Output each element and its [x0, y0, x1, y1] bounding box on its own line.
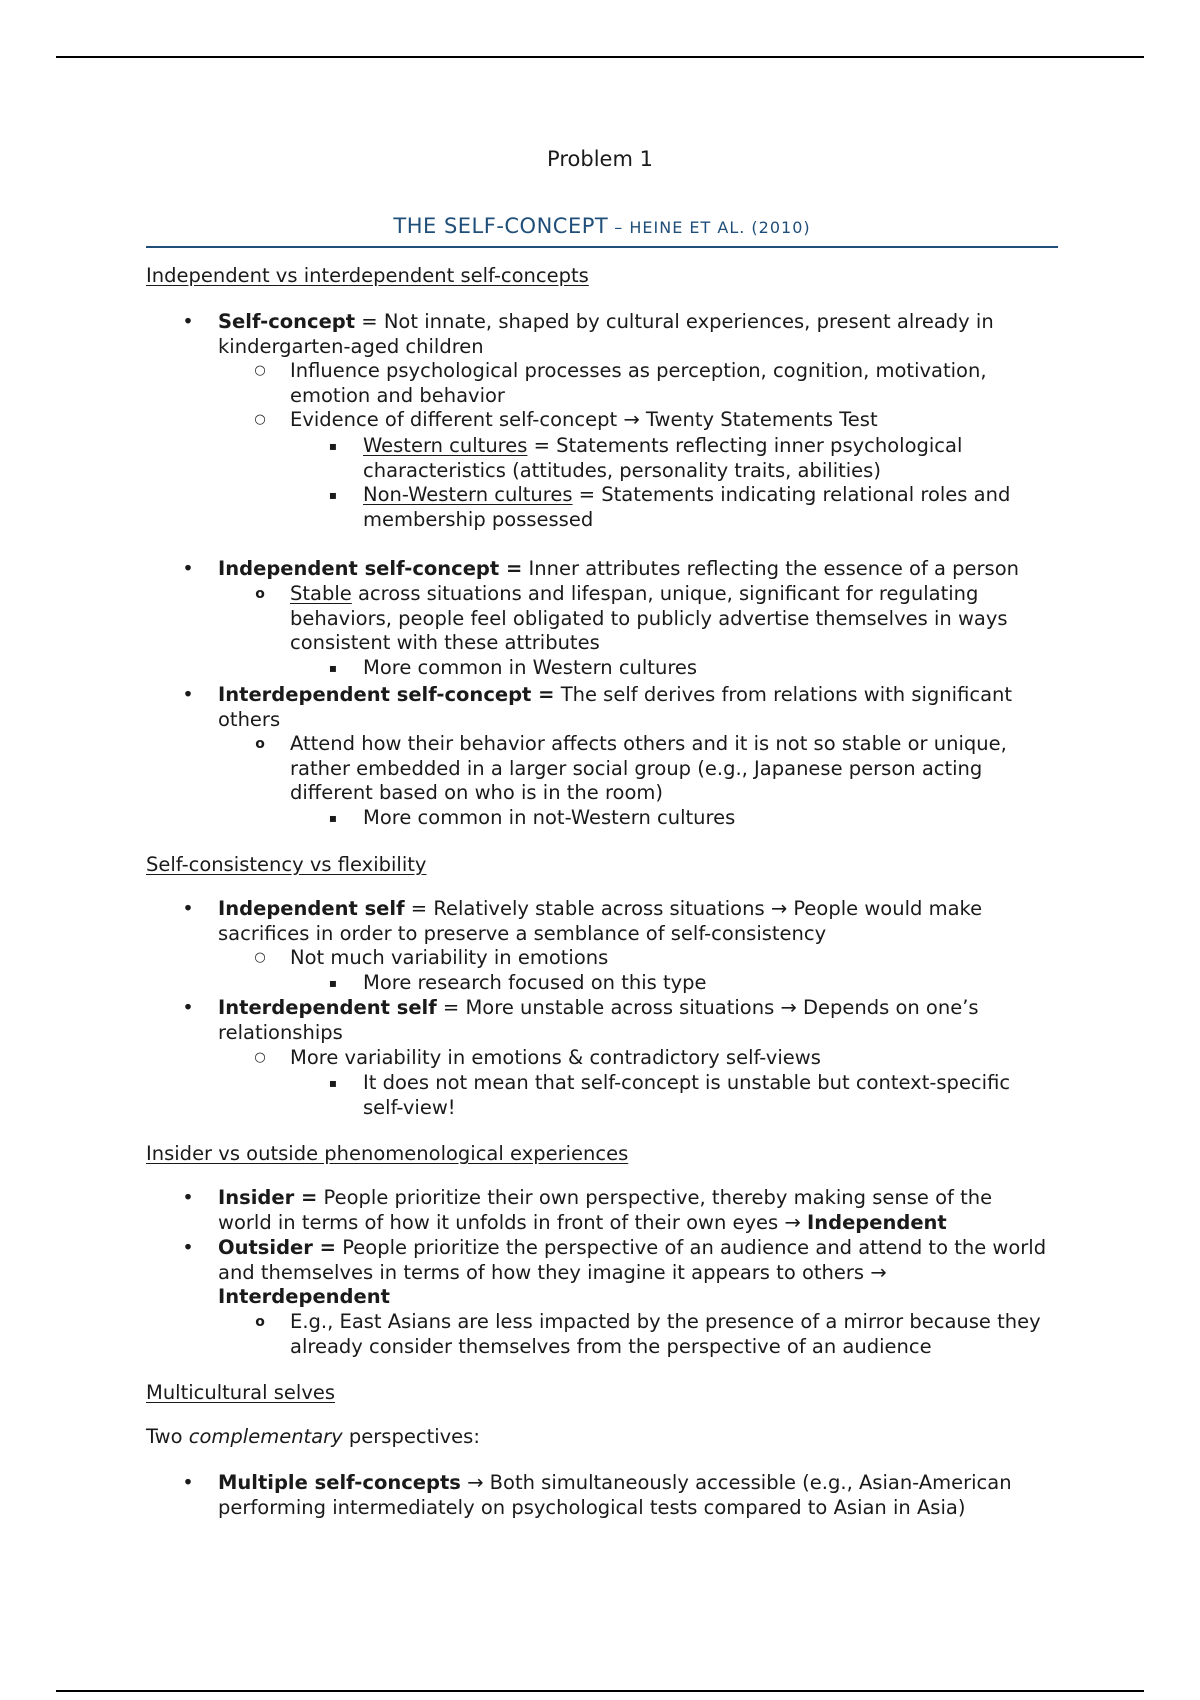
bullet-icon: •: [182, 1236, 194, 1259]
term: Insider =: [218, 1186, 318, 1209]
bullet-icon: •: [182, 1186, 194, 1209]
text: More variability in emotions & contradictory self-views: [290, 1046, 821, 1069]
definition: People prioritize the perspective of an audience and attend to the world and themselves in terms of how they imagine it appears to others: [218, 1236, 1047, 1284]
term: Outsider =: [218, 1236, 336, 1259]
term: Interdependent self: [218, 996, 437, 1019]
circle-bullet-icon: ○: [254, 412, 266, 427]
circle-bullet-icon: ○: [254, 363, 266, 378]
list-item-evidence: [254, 408, 1050, 433]
term: Interdependent self-concept =: [218, 683, 555, 706]
list-item-independent-self: [182, 897, 1048, 946]
square-bullet-icon: ▪: [328, 439, 338, 453]
section-heading-phenomenological: Insider vs outside phenomenological experiences: [146, 1142, 629, 1165]
term: Self-concept: [218, 310, 356, 333]
problem-title: Problem 1: [547, 147, 653, 171]
definition: Depends on one’s relationships: [218, 996, 979, 1044]
definition: = Not innate, shaped by cultural experiences, present already in kindergarten-aged children: [218, 310, 994, 358]
text: across situations and lifespan, unique, significant for regulating behaviors, people feel obligated to publicly advertise themselves in ways consistent with these attributes: [290, 582, 1008, 654]
list-item-independent-self-concept: [182, 557, 1048, 582]
list-item-outsider: [182, 1236, 1048, 1310]
heading-main: THE SELF-CONCEPT: [393, 214, 609, 238]
term: Stable: [290, 582, 352, 605]
emphasis: complementary: [188, 1425, 343, 1448]
bullet-icon: •: [182, 1471, 194, 1494]
text: E.g., East Asians are less impacted by the presence of a mirror because they already consider themselves from the perspective of an audience: [290, 1310, 1041, 1358]
square-bullet-icon: ▪: [328, 976, 338, 990]
list-item-more-variability: [254, 1046, 1050, 1071]
text: Two: [146, 1425, 189, 1448]
result: Interdependent: [218, 1285, 390, 1308]
list-item-influence: [254, 359, 1050, 408]
circle-bullet-icon: o: [255, 1314, 265, 1330]
text: Attend how their behavior affects others and it is not so stable or unique, rather embedded in a larger social group (e.g., Japanese person acting different based on who is in the room): [290, 732, 1007, 804]
section-heading-independent-interdependent: Independent vs interdependent self-concepts: [146, 264, 589, 287]
square-bullet-icon: ▪: [328, 811, 338, 825]
text: It does not mean that self-concept is unstable but context-specific self-view!: [363, 1071, 1011, 1119]
term: Multiple self-concepts: [218, 1471, 461, 1494]
circle-bullet-icon: o: [255, 586, 265, 602]
list-item-interdependent-self: [182, 996, 1048, 1045]
text: Evidence of different self-concept: [290, 408, 624, 431]
list-item-western-common: [328, 656, 1053, 681]
list-item-self-concept: [182, 310, 1048, 359]
list-item-interdependent-self-concept: [182, 683, 1048, 732]
definition: People would make sacrifices in order to preserve a semblance of self-consistency: [218, 897, 983, 945]
bullet-icon: •: [182, 557, 194, 580]
square-bullet-icon: ▪: [328, 661, 338, 675]
text: More common in Western cultures: [363, 656, 698, 679]
list-item-research: [328, 971, 1053, 996]
text: Not much variability in emotions: [290, 946, 609, 969]
section-heading-consistency: Self-consistency vs flexibility: [146, 853, 427, 876]
list-item-stable: [255, 582, 1050, 656]
definition: = Statements indicating relational roles and membership possessed: [363, 483, 1011, 531]
definition: The self derives from relations with significant others: [218, 683, 1013, 731]
arrow-icon: →: [784, 1210, 801, 1234]
arrow-icon: →: [870, 1260, 887, 1284]
bullet-icon: •: [182, 683, 194, 706]
bullet-icon: •: [182, 310, 194, 333]
list-item-non-western-common: [328, 806, 1053, 831]
list-item-western: [328, 434, 1053, 483]
intro-paragraph: [146, 1425, 480, 1450]
section-heading-multicultural: Multicultural selves: [146, 1381, 336, 1404]
square-bullet-icon: ▪: [328, 1076, 338, 1090]
arrow-icon: →: [467, 1471, 484, 1494]
square-bullet-icon: ▪: [328, 488, 338, 502]
term: Independent self: [218, 897, 405, 920]
definition: People prioritize their own perspective, thereby making sense of the world in terms of how it unfolds in front of their own eyes: [218, 1186, 993, 1234]
circle-bullet-icon: o: [255, 736, 265, 752]
top-rule: [56, 56, 1144, 58]
arrow-icon: →: [770, 897, 788, 920]
definition: = Statements reflecting inner psychological characteristics (attitudes, personality traits, abilities): [363, 434, 963, 482]
definition: = Relatively stable across situations: [404, 897, 771, 920]
term: Non-Western cultures: [363, 483, 573, 506]
heading-citation: HEINE ET AL. (2010): [629, 218, 811, 237]
bullet-icon: •: [182, 897, 194, 920]
list-item-variability: [254, 946, 1050, 971]
arrow-icon: →: [780, 996, 797, 1019]
bullet-icon: •: [182, 996, 194, 1019]
bottom-rule: [56, 1690, 1144, 1692]
list-item-context-specific: [328, 1071, 1053, 1120]
result: Independent: [806, 1210, 947, 1234]
text: Influence psychological processes as perception, cognition, motivation, emotion and behavior: [290, 359, 987, 407]
list-item-mirror: [255, 1310, 1050, 1359]
text: More research focused on this type: [363, 971, 707, 994]
text: Twenty Statements Test: [639, 408, 878, 431]
term: Independent self-concept =: [218, 557, 523, 580]
list-item-insider: [182, 1186, 1048, 1235]
list-item-non-western: [328, 483, 1053, 532]
definition: Both simultaneously accessible (e.g., Asian-American performing intermediately on psychological tests compared to Asian in Asia): [218, 1471, 1012, 1519]
circle-bullet-icon: ○: [254, 1050, 266, 1065]
definition: Inner attributes reflecting the essence of a person: [522, 557, 1020, 580]
text: perspectives:: [342, 1425, 480, 1448]
heading-separator: –: [608, 218, 630, 237]
list-item-multiple-self-concepts: [182, 1471, 1048, 1520]
document-heading: [146, 212, 1058, 248]
arrow-icon: →: [623, 408, 640, 431]
definition: = More unstable across situations: [436, 996, 781, 1019]
text: More common in not-Western cultures: [363, 806, 736, 829]
term: Western cultures: [363, 434, 528, 457]
circle-bullet-icon: ○: [254, 950, 266, 965]
list-item-attend: [255, 732, 1050, 806]
